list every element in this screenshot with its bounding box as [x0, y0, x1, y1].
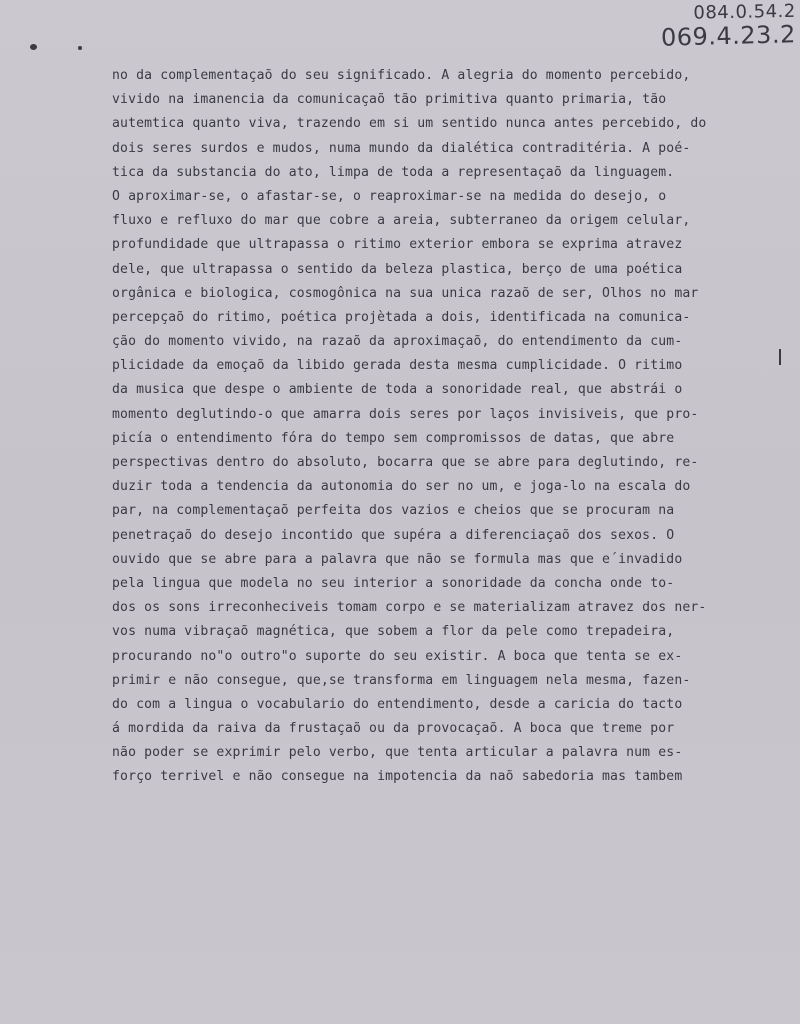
- text-line: picía o entendimento fóra do tempo sem compromissos de datas, que abre: [112, 430, 675, 446]
- text-line: ção do momento vivido, na razaõ da aproximaçaõ, do entendimento da cum-: [112, 334, 683, 350]
- text-line: momento deglutindo-o que amarra dois seres por laços invisiveis, que pro-: [112, 406, 699, 422]
- text-line: do com a lingua o vocabulario do entendimento, desde a caricia do tacto: [112, 696, 683, 712]
- typewritten-text-body: [112, 64, 798, 790]
- text-line: dois seres surdos e mudos, numa mundo da dialética contraditéria. A poé-: [112, 140, 691, 156]
- text-line: percepçaõ do ritimo, poética projètada a dois, identificada na comunica-: [112, 309, 691, 325]
- text-line: vos numa vibraçaõ magnética, que sobem a flor da pele como trepadeira,: [112, 624, 675, 640]
- text-line: plicidade da emoçaõ da libido gerada desta mesma cumplicidade. O ritimo: [112, 358, 683, 374]
- text-line: penetraçaõ do desejo incontido que supéra a diferenciaçaõ dos sexos. O: [112, 527, 675, 543]
- text-line: duzir toda a tendencia da autonomia do ser no um, e joga-lo na escala do: [112, 479, 691, 495]
- text-line: vivido na imanencia da comunicaçaõ tão primitiva quanto primaria, tão: [112, 92, 667, 108]
- text-line: O aproximar-se, o afastar-se, o reaproximar-se na medida do desejo, o: [112, 188, 667, 204]
- text-line: profundidade que ultrapassa o ritimo exterior embora se exprima atravez: [112, 237, 683, 253]
- ink-spot: [30, 44, 37, 50]
- text-line: perspectivas dentro do absoluto, bocarra que se abre para deglutindo, re-: [112, 455, 699, 470]
- text-line: forço terrivel e não consegue na impotencia da naõ sabedoria mas tambem: [112, 769, 683, 785]
- text-line: dele, que ultrapassa o sentido da beleza plastica, berço de uma poética: [112, 261, 683, 277]
- text-line: da musica que despe o ambiente de toda a sonoridade real, que abstrái o: [112, 382, 683, 398]
- text-line: orgânica e biologica, cosmogônica na sua unica razaõ de ser, Olhos no mar: [112, 285, 699, 301]
- text-line: pela lingua que modela no seu interior a sonoridade da concha onde to-: [112, 575, 675, 591]
- text-line: no da complementaçaõ do seu significado. A alegria do momento percebido,: [112, 68, 691, 83]
- text-line: autemtica quanto viva, trazendo em si um sentido nunca antes percebido, do: [112, 116, 707, 132]
- text-line: primir e não consegue, que,se transforma em linguagem nela mesma, fazen-: [112, 672, 691, 688]
- text-line: procurando no"o outro"o suporte do seu existir. A boca que tenta se ex-: [112, 648, 683, 664]
- archive-code-top: 084.0.54.2: [693, 0, 797, 24]
- text-line: tica da substancia do ato, limpa de toda a representaçaõ da linguagem.: [112, 164, 675, 180]
- text-line: par, na complementaçaõ perfeita dos vazios e cheios que se procuram na: [112, 503, 675, 519]
- ink-spot: [78, 46, 82, 50]
- text-line: fluxo e refluxo do mar que cobre a areia, subterraneo da origem celular,: [112, 213, 691, 229]
- text-line: dos os sons irreconheciveis tomam corpo e se materializam atravez dos ner-: [112, 600, 707, 616]
- archive-reference-codes: [660, 0, 797, 52]
- text-line: não poder se exprimir pelo verbo, que tenta articular a palavra num es-: [112, 745, 683, 761]
- archive-code-bottom: 069.4.23.2: [660, 20, 797, 52]
- text-line: á mordida da raiva da frustaçaõ ou da provocaçaõ. A boca que treme por: [112, 721, 675, 737]
- text-line: ouvido que se abre para a palavra que não se formula mas que e´invadido: [112, 551, 683, 567]
